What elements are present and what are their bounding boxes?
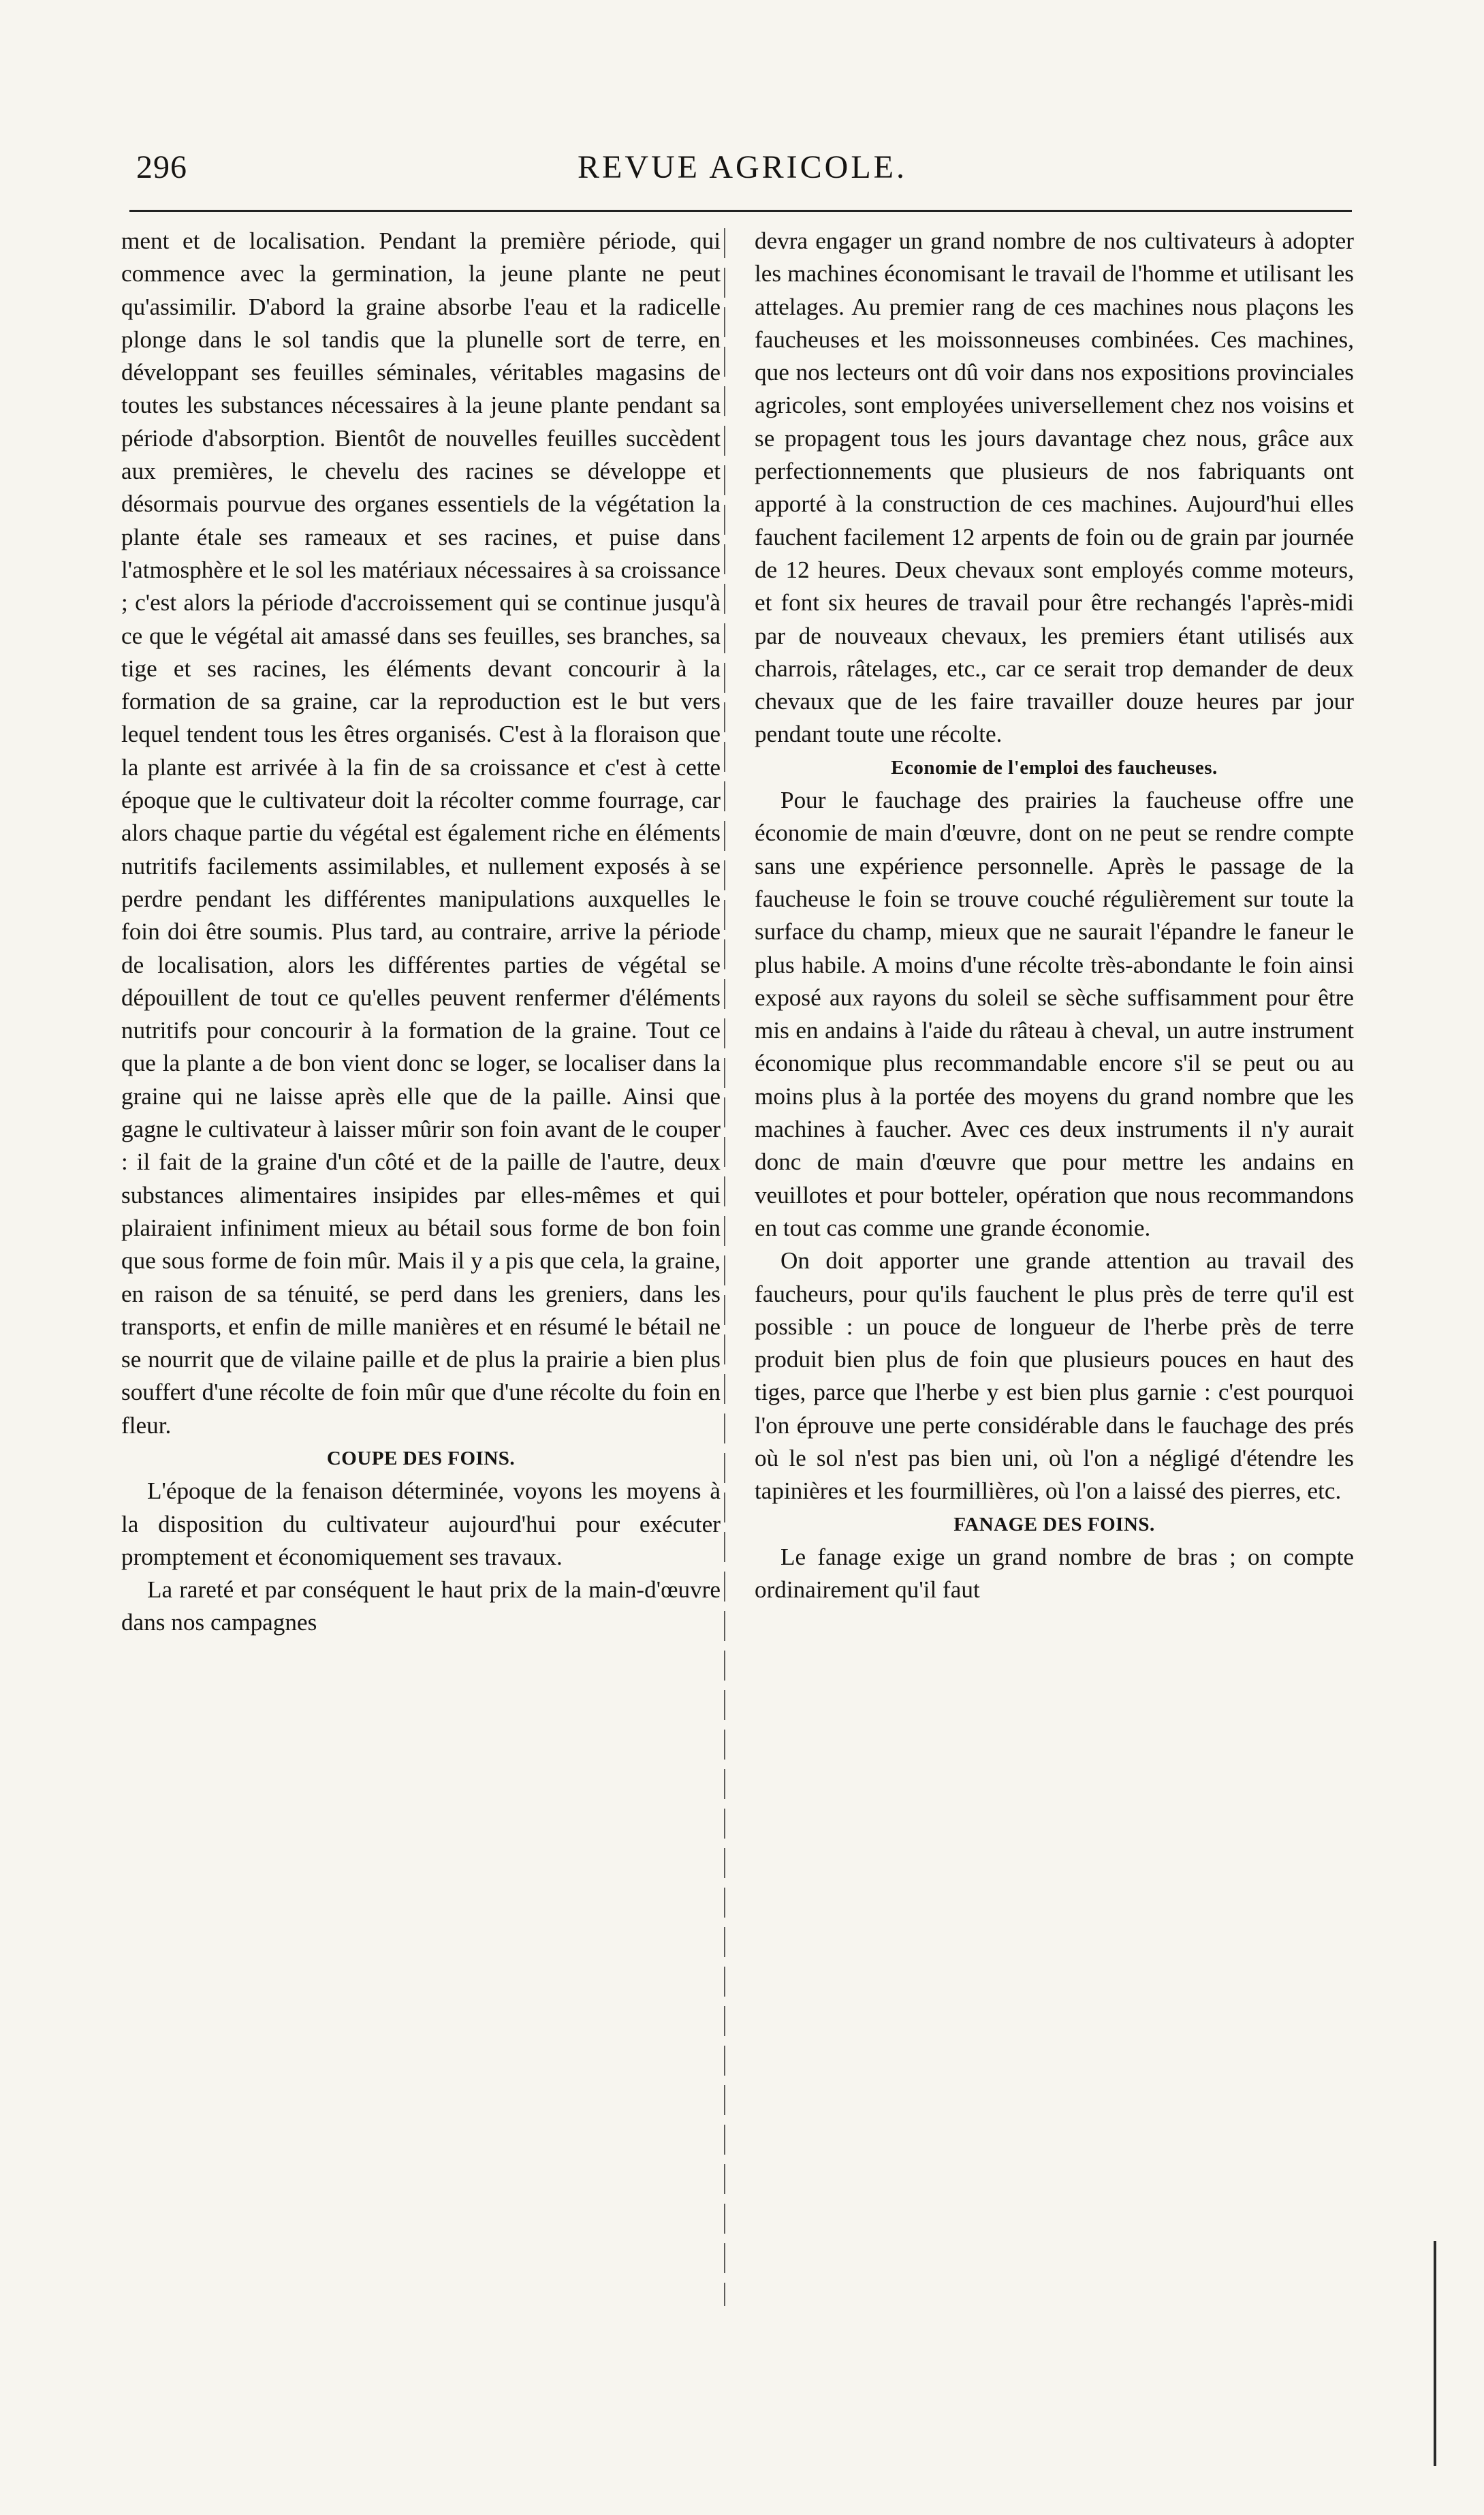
header-rule <box>129 210 1352 212</box>
running-title: REVUE AGRICOLE. <box>578 149 907 185</box>
left-paragraph-1: ment et de localisation. Pendant la première période, qui commence avec la germination, la jeune plante ne peut qu'assimilir. D'abord la graine absorbe l'eau et la radicelle plonge dans le sol tandis que la plunelle sort de terre, en développant ses feuilles séminales, véritables magasins de toutes les substances nécessaires à la jeune plante pendant sa période d'absorption. Bientôt de nouvelles feuilles succèdent aux premières, le chevelu des racines se développe et désormais pourvue des organes essentiels de la végétation la plante étale ses rameaux et ses racines, et puise dans l'atmosphère et le sol les matériaux nécessaires à sa croissance ; c'est alors la période d'accroissement qui se continue jusqu'à ce que le végétal ait amassé dans ses feuilles, ses branches, sa tige et ses racines, les éléments devant concourir à la formation de sa graine, car la reproduction est le but vers lequel tendent tous les êtres organisés. C'est à la floraison que la plante est arrivée à la fin de sa croissance et c'est à cette époque que le cultivateur doit la récolter comme fourrage, car alors chaque partie du végétal est également riche en éléments nutritifs facilements assimilables, et nullement exposés à se perdre pendant les différentes manipulations auxquelles le foin doi être soumis. Plus tard, au contraire, arrive la période de localisation, alors les différentes parties de végétal se dépouillent de tout ce qu'elles peuvent renfermer d'éléments nutritifs pour concourir à la formation de la graine. Tout ce que la plante a de bon vient donc se loger, se localiser dans la graine qui ne laisse après elle que de la paille. Ainsi que gagne le cultivateur à laisser mûrir son foin avant de le couper : il fait de la graine d'un côté et de la paille de l'autre, deux substances alimentaires insipides par elles-mêmes et qui plairaient infiniment mieux au bétail sous forme de bon foin que sous forme de foin mûr. Mais il y a pis que cela, la graine, en raison de sa ténuité, se perd dans les greniers, dans les transports, et enfin de mille manières et en résumé le bétail ne se nourrit que de vilaine paille et de plus la prairie a bien plus souffert d'une récolte de foin mûr que d'une récolte du foin en fleur. <box>121 228 721 1439</box>
left-column <box>121 225 721 1640</box>
section-heading-coupe-des-foins: COUPE DES FOINS. <box>326 1447 516 1469</box>
right-column <box>755 225 1354 1606</box>
left-paragraph-2: L'époque de la fenaison déterminée, voyons les moyens à la disposition du cultivateur aujourd'hui pour exécuter promptement et économiquement ses travaux. <box>121 1478 721 1570</box>
page-number: 296 <box>136 149 187 185</box>
column-divider <box>724 228 725 2306</box>
right-paragraph-1: devra engager un grand nombre de nos cultivateurs à adopter les machines économisant le travail de l'homme et utilisant les attelages. Au premier rang de ces machines nous plaçons les faucheuses et les moissonneuses combinées. Ces machines, que nos lecteurs ont dû voir dans nos expositions provinciales agricoles, sont employées universellement chez nos voisins et se propagent tous les jours davantage chez nous, grâce aux perfectionnements que plusieurs de nos fabriquants ont apporté à la construction de ces machines. Aujourd'hui elles fauchent facilement 12 arpents de foin ou de grain par journée de 12 heures. Deux chevaux sont employés comme moteurs, et font six heures de travail pour être rechangés l'après-midi par de nouveaux chevaux, les premiers étant utilisés aux charrois, râtelages, etc., car ce serait trop demander de deux chevaux que de les faire travailler douze heures par jour pendant toute une récolte. <box>755 228 1354 748</box>
right-paragraph-2: Pour le fauchage des prairies la faucheuse offre une économie de main d'œuvre, dont on ne peut se rendre compte sans une expérience personnelle. Après le passage de la faucheuse le foin se trouve couché régulièrement sur toute la surface du champ, mieux que ne saurait l'épandre le faneur le plus habile. A moins d'une récolte très-abondante le foin ainsi exposé aux rayons du soleil se sèche suffisamment pour être mis en andains à l'aide du râteau à cheval, un autre instrument économique plus recommandable encore s'il se peut ou au moins plus à la portée des moyens du grand nombre que les machines à faucher. Avec ces deux instruments il n'y aurait donc de main d'œuvre que pour mettre les andains en veuillotes et pour botteler, opération que nous recommandons en tout cas comme une grande économie. <box>755 787 1354 1241</box>
margin-mark <box>1434 2241 1436 2466</box>
right-paragraph-3: On doit apporter une grande attention au travail des faucheurs, pour qu'ils fauchent le plus près de terre qu'il est possible : un pouce de longueur de l'herbe près de terre produit bien plus de foin que plusieurs pouces en haut des tiges, parce que l'herbe y est bien plus garnie : c'est pourquoi l'on éprouve une perte considérable dans le fauchage des prés où le sol n'est pas bien uni, où l'on a négligé d'étendre les tapinières et les fourmillières, où l'on a laissé des pierres, etc. <box>755 1247 1354 1505</box>
page-header <box>136 149 1348 196</box>
section-heading-economie: Economie de l'emploi des faucheuses. <box>891 756 1218 779</box>
left-paragraph-3: La rareté et par conséquent le haut prix de la main-d'œuvre dans nos campagnes <box>121 1576 721 1636</box>
section-heading-fanage-des-foins: FANAGE DES FOINS. <box>953 1513 1155 1535</box>
right-paragraph-4: Le fanage exige un grand nombre de bras ; on compte ordinairement qu'il faut <box>755 1543 1354 1604</box>
